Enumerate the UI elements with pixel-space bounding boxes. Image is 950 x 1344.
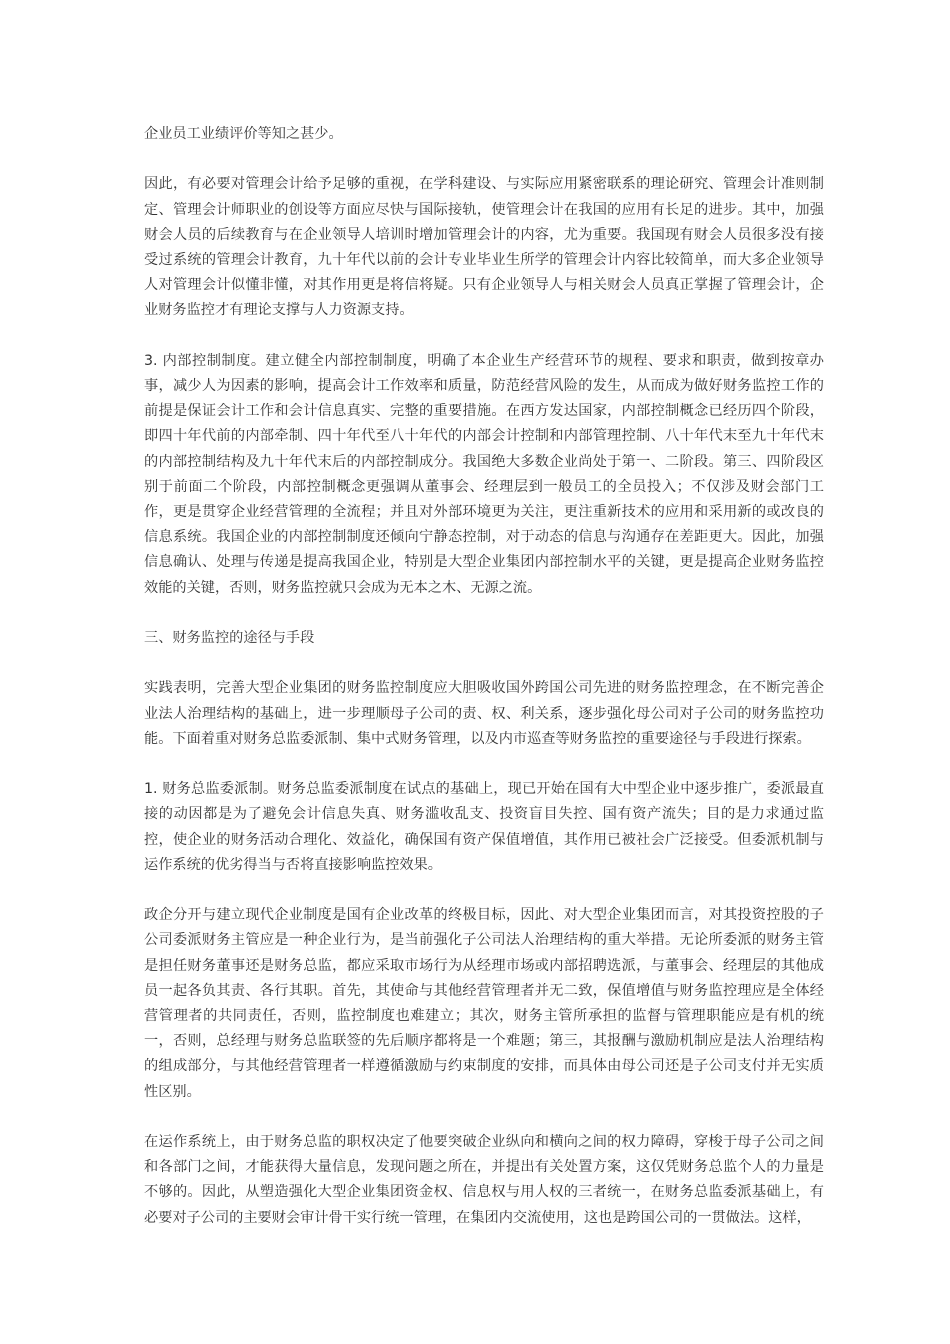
paragraph-cfo-dispatch: 1. 财务总监委派制。财务总监委派制度在试点的基础上，现已开始在国有大中型企业中逐步推广，委派最直接的动因都是为了避免会计信息失真、财务滥收乱支、投资盲目失控、国有资产流失；目的是力求通过监控，使企业的财务活动合理化、效益化，确保国有资产保值增值，其作用已被社会广泛接受。但委派机制与运作系统的优劣得当与否将直接影响监控效果。 <box>144 781 824 873</box>
section-heading-monitoring-means: 三、财务监控的途径与手段 <box>144 630 315 647</box>
document-body <box>144 122 824 1256</box>
paragraph-operation-system: 在运作系统上，由于财务总监的职权决定了他要突破企业纵向和横向之间的权力障碍，穿梭于母子公司之间和各部门之间，才能获得大量信息，发现问题之所在，并提出有关处置方案，这仅凭财务总监个人的力量是不够的。因此，从塑造强化大型企业集团资金权、信息权与用人权的三者统一，在财务总监委派基础上，有必要对子公司的主要财会审计骨干实行统一管理，在集团内交流使用，这也是跨国公司的一贯做法。这样， <box>144 1134 824 1226</box>
paragraph-internal-control: 3. 内部控制制度。建立健全内部控制制度，明确了本企业生产经营环节的规程、要求和职责，做到按章办事，减少人为因素的影响，提高会计工作效率和质量，防范经营风险的发生，从而成为做好财务监控工作的前提是保证会计工作和会计信息真实、完整的重要措施。在西方发达国家，内部控制概念已经历四个阶段，即四十年代前的内部牵制、四十年代至八十年代的内部会计控制和内部管理控制、八十年代末至九十年代末的内部控制结构及九十年代末后的内部控制成分。我国绝大多数企业尚处于第一、二阶段。第三、四阶段区别于前面二个阶段，内部控制概念更强调从董事会、经理层到一般员工的全员投入；不仅涉及财会部门工作，更是贯穿企业经营管理的全流程；并且对外部环境更为关注，更注重新技术的应用和采用新的或改良的信息系统。我国企业的内部控制制度还倾向宁静态控制，对于动态的信息与沟通存在差距更大。因此，加强信息确认、处理与传递是提高我国企业，特别是大型企业集团内部控制水平的关键，更是提高企业财务监控效能的关键，否则，财务监控就只会成为无本之木、无源之流。 <box>144 352 824 596</box>
paragraph-management-accounting: 因此，有必要对管理会计给予足够的重视，在学科建设、与实际应用紧密联系的理论研究、管理会计准则制定、管理会计师职业的创设等方面应尽快与国际接轨，使管理会计在我国的应用有长足的进步。其中，加强财会人员的后续教育与在企业领导人培训时增加管理会计的内容，尤为重要。我国现有财会人员很多没有接受过系统的管理会计教育，九十年代以前的会计专业毕业生所学的管理会计内容比较简单，而大多企业领导人对管理会计似懂非懂，对其作用更是将信将疑。只有企业领导人与相关财会人员真正掌握了管理会计，企业财务监控才有理论支撑与人力资源支持。 <box>144 176 824 319</box>
paragraph-intro-fragment: 企业员工业绩评价等知之甚少。 <box>144 126 343 142</box>
paragraph-practice-shows: 实践表明，完善大型企业集团的财务监控制度应大胆吸收国外跨国公司先进的财务监控理念，在不断完善企业法人治理结构的基础上，进一步理顺母子公司的责、权、利关系，逐步强化母公司对子公司的财务监控功能。下面着重对财务总监委派制、集中式财务管理，以及内市巡查等财务监控的重要途径与手段进行探索。 <box>144 680 824 747</box>
paragraph-enterprise-reform: 政企分开与建立现代企业制度是国有企业改革的终极目标，因此、对大型企业集团而言，对其投资控股的子公司委派财务主管应是一种企业行为，是当前强化子公司法人治理结构的重大举措。无论所委派的财务主管是担任财务董事还是财务总监，都应采取市场行为从经理市场或内部招聘选派，与董事会、经理层的其他成员一起各负其责、各行其职。首先，其使命与其他经营管理者并无二致，保值增值与财务监控理应是全体经营管理者的共同责任，否则，监控制度也难建立；其次，财务主管所承担的监督与管理职能应是有机的统一，否则，总经理与财务总监联签的先后顺序都将是一个难题；第三，其报酬与激励机制应是法人治理结构的组成部分，与其他经营管理者一样遵循激励与约束制度的安排，而具体由母公司还是子公司支付并无实质性区别。 <box>144 907 824 1100</box>
